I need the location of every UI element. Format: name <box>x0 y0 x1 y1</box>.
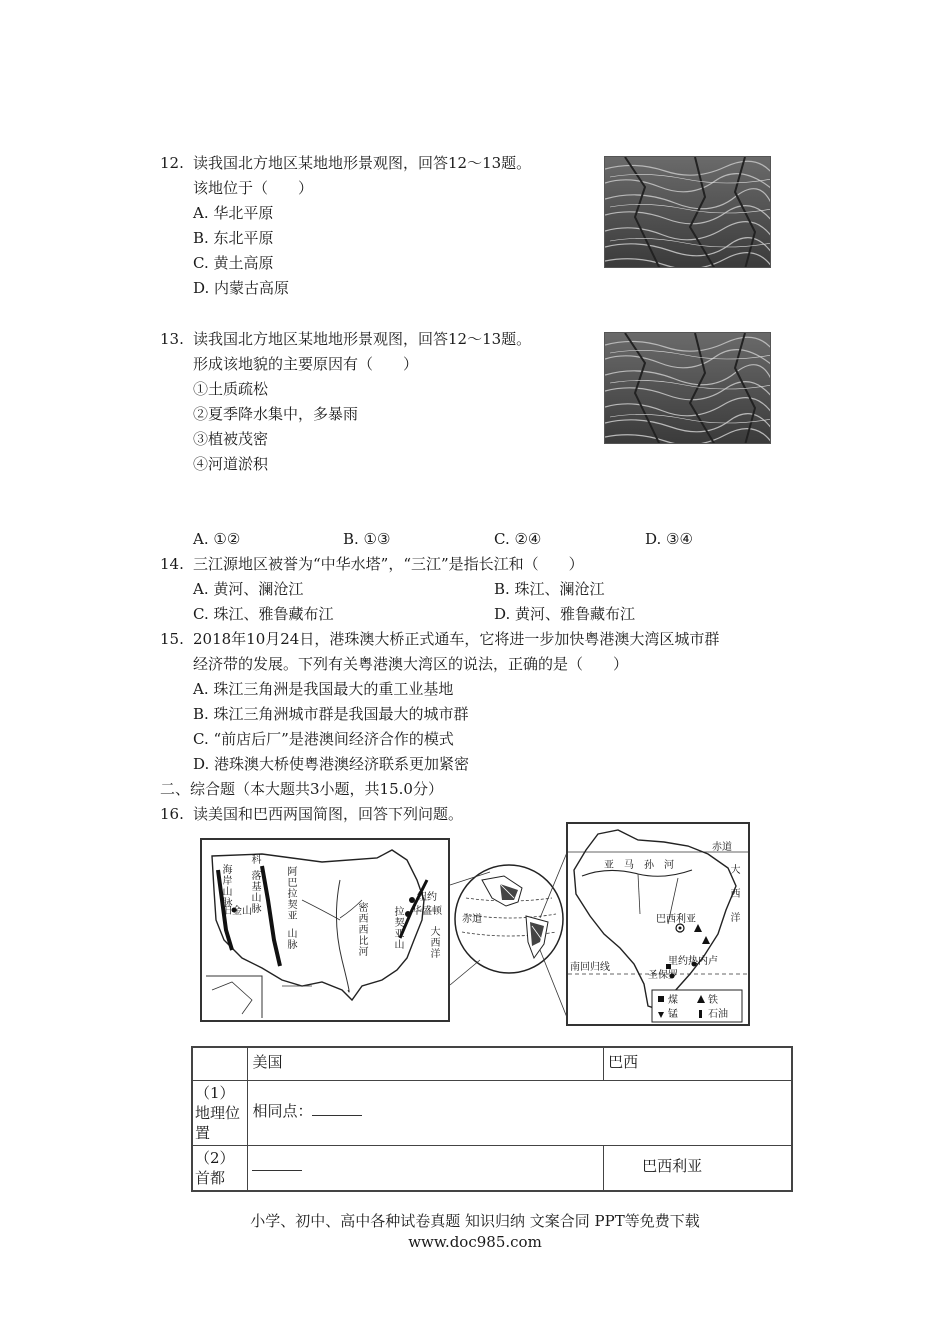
row2-label-part-1: （2） <box>195 1148 235 1167</box>
q15-option-b: B. 珠江三角洲城市群是我国最大的城市群 <box>193 705 469 723</box>
legend-iron-label: 铁 <box>708 995 718 1006</box>
q15-stem-1: 2018年10月24日，港珠澳大桥正式通车，它将进一步加快粤港澳大湾区城市群 <box>193 630 720 648</box>
row1-blank[interactable] <box>312 1102 362 1116</box>
q13-item-3: ③植被茂密 <box>193 430 269 448</box>
brazil-saopaulo-label: 圣保罗 <box>648 970 678 981</box>
q13-stem: 读我国北方地区某地地形景观图，回答12～13题。 <box>193 330 532 348</box>
q15-stem-2: 经济带的发展。下列有关粤港澳大湾区的说法，正确的是（ ） <box>193 655 629 673</box>
row1-label-part-1: （1） <box>195 1083 235 1102</box>
globe-equator-label: 赤道 <box>462 914 482 925</box>
row2-brazil-cell: 巴西利亚 <box>604 1145 792 1191</box>
footer-line-2[interactable]: www.doc985.com <box>408 1233 542 1251</box>
brazil-brasilia-label: 巴西利亚 <box>656 914 696 925</box>
usa-appal-mtn-label: 拉契亚山 <box>392 906 403 950</box>
row1-label <box>192 1080 248 1145</box>
q15-option-a: A. 珠江三角洲是我国最大的重工业基地 <box>193 680 454 698</box>
q12-stem: 读我国北方地区某地地形景观图，回答12～13题。 <box>193 154 532 172</box>
q13-option-d: D. ③④ <box>645 530 693 548</box>
q14-option-d: D. 黄河、雅鲁藏布江 <box>494 605 636 623</box>
q14-option-c: C. 珠江、雅鲁藏布江 <box>193 605 334 623</box>
legend-manganese-label: 锰 <box>668 1009 678 1020</box>
legend-coal-label: 煤 <box>668 995 678 1006</box>
usa-mtn-label: 山脉 <box>285 928 296 950</box>
q14-option-b: B. 珠江、澜沧江 <box>494 580 605 598</box>
brazil-rio-label: 里约热内卢 <box>668 956 718 967</box>
row1-common-label: 相同点： <box>252 1101 313 1120</box>
q13-option-b: B. ①③ <box>343 530 391 548</box>
q13-item-2: ②夏季降水集中，多暴雨 <box>193 405 359 423</box>
table-header-brazil: 巴西 <box>604 1047 792 1080</box>
row1-answer-cell <box>248 1080 792 1145</box>
brazil-atlantic-label: 大西洋 <box>728 864 739 936</box>
answer-table <box>191 1046 793 1192</box>
usa-sanfrancisco-label: 旧金山 <box>222 906 252 917</box>
q12-option-c: C. 黄土高原 <box>193 254 274 272</box>
q14-stem: 三江源地区被誉为“中华水塔”，“三江”是指长江和（ ） <box>193 555 584 573</box>
q16-number: 16. <box>160 805 184 823</box>
brazil-amazon-label: 亚马孙河 <box>604 860 684 871</box>
q12-option-b: B. 东北平原 <box>193 229 274 247</box>
usa-rocky-label: 落基山脉 <box>249 870 260 914</box>
usa-mississippi-label: 密西西比河 <box>356 902 367 957</box>
q13-item-1: ①土质疏松 <box>193 380 269 398</box>
map-connector-lines <box>440 830 580 1030</box>
usa-newyork-label: 纽约 <box>417 892 437 903</box>
table-header-empty <box>192 1047 248 1080</box>
brazil-map <box>566 822 750 1026</box>
table-header-row <box>192 1047 792 1080</box>
usa-coast-range-label: 海岸山脉 <box>220 864 231 908</box>
q12-option-a: A. 华北平原 <box>193 204 274 222</box>
q12-sub: 该地位于（ ） <box>193 179 314 197</box>
q14-number: 14. <box>160 555 184 573</box>
usa-rocky-top-label: 科 <box>249 854 260 865</box>
q13-sub: 形成该地貌的主要原因有（ ） <box>193 355 419 373</box>
q15-option-d: D. 港珠澳大桥使粤港澳经济联系更加紧密 <box>193 755 470 773</box>
table-row-location <box>192 1080 792 1145</box>
row1-label-part-2: 地理位 <box>195 1103 241 1122</box>
brazil-equator-label: 赤道 <box>712 842 732 853</box>
usa-map <box>200 838 450 1022</box>
q16-stem: 读美国和巴西两国简图，回答下列问题。 <box>193 805 464 823</box>
q12-option-d: D. 内蒙古高原 <box>193 279 290 297</box>
q13-option-a: A. ①② <box>193 530 241 548</box>
table-row-capital <box>192 1145 792 1191</box>
loess-plateau-photo <box>604 156 771 268</box>
q13-number: 13. <box>160 330 184 348</box>
brazil-tropic-label: 南回归线 <box>570 962 610 973</box>
q15-number: 15. <box>160 630 184 648</box>
row2-label <box>192 1145 248 1191</box>
legend-oil-label: 石油 <box>708 1009 728 1020</box>
row2-label-part-2: 首都 <box>195 1168 226 1187</box>
usa-appal-label: 阿巴拉契亚 <box>285 866 296 921</box>
q12-number: 12. <box>160 154 184 172</box>
table-header-usa: 美国 <box>248 1047 604 1080</box>
row1-label-part-3: 置 <box>195 1123 211 1142</box>
q14-option-a: A. 黄河、澜沧江 <box>193 580 304 598</box>
section-2-heading: 二、综合题（本大题共3小题，共15.0分） <box>160 780 443 798</box>
usa-washington-label: 华盛顿 <box>412 906 442 917</box>
loess-plateau-photo-2 <box>604 332 771 444</box>
usa-atlantic-label: 大西洋 <box>428 926 439 959</box>
q13-option-c: C. ②④ <box>494 530 542 548</box>
row2-usa-blank[interactable] <box>252 1157 302 1171</box>
footer-line-1: 小学、初中、高中各种试卷真题 知识归纳 文案合同 PPT等免费下载 <box>250 1212 700 1230</box>
row2-usa-cell <box>248 1145 604 1191</box>
q15-option-c: C. “前店后厂”是港澳间经济合作的模式 <box>193 730 454 748</box>
q13-item-4: ④河道淤积 <box>193 455 269 473</box>
